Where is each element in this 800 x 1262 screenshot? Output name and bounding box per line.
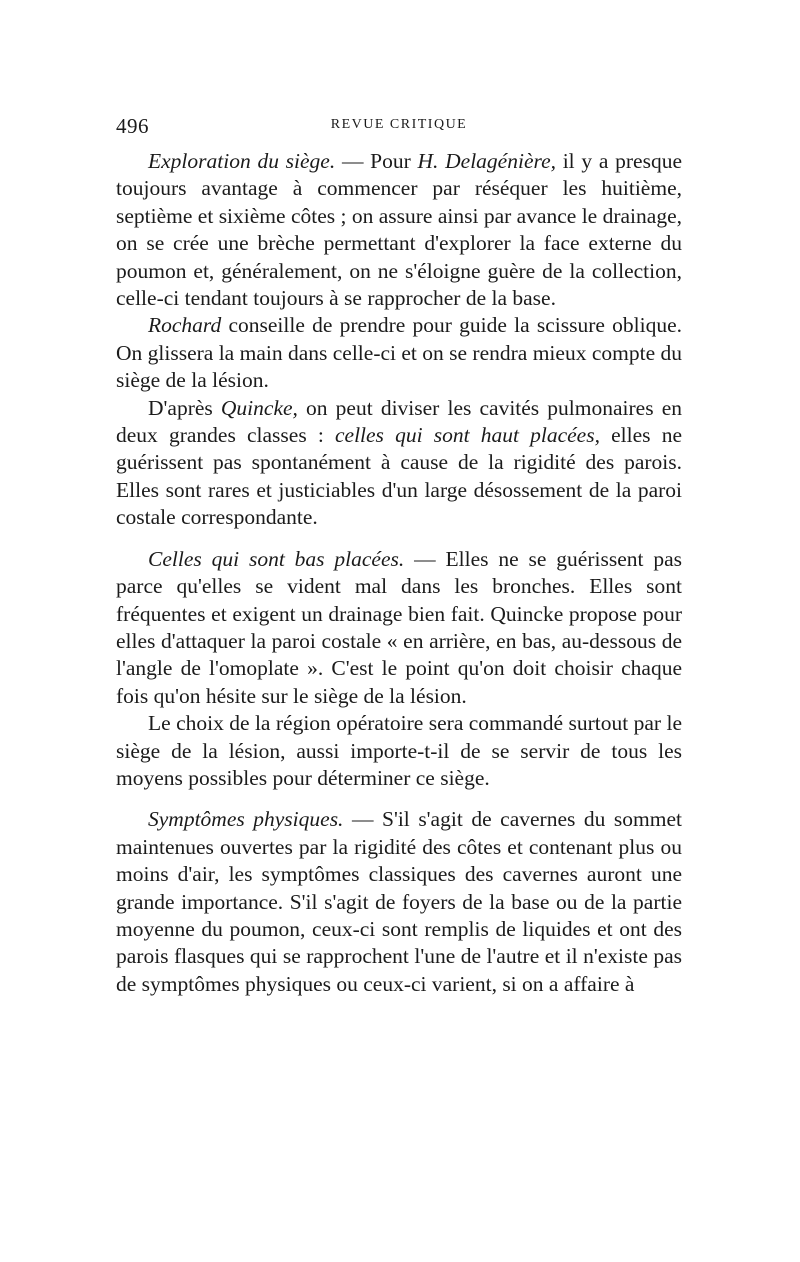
running-head: REVUE CRITIQUE	[330, 117, 468, 132]
text-run: Le choix de la région opératoire sera commandé surtout par le siège de la lésion, aussi importe-t-il de se servir de tous les moyens possibles pour déterminer ce siège.	[116, 711, 682, 790]
paragraph-choix-region	[116, 710, 682, 792]
text-run: D'après	[148, 395, 221, 420]
text-run: on peut diviser les cavités pulmonaires en deux grandes classes :	[116, 395, 683, 448]
document-page	[116, 114, 682, 998]
author-name: Quincke,	[220, 395, 298, 420]
paragraph-symptomes	[116, 806, 682, 998]
author-name: Rochard	[148, 313, 222, 338]
author-name: H. Delagénière,	[417, 149, 556, 173]
text-run: elles ne guérissent pas spontanément à cause de la rigidité des parois. Elles sont rares et justiciables d'un large désossement de la paroi costale correspondante.	[116, 423, 682, 530]
page-header	[116, 114, 682, 148]
paragraph-quincke	[116, 395, 682, 532]
section-lead: Exploration du siège.	[148, 149, 336, 173]
page-number: 496	[116, 114, 149, 138]
paragraph-rochard	[116, 312, 682, 394]
text-run: — S'il s'agit de cavernes du sommet maintenues ouvertes par la rigidité des côtes et contenant plus ou moins d'air, les symptômes classiques des cavernes auront une grande importance. S'il s'agit de foyers de la base ou de la partie moyenne du poumon, ceux-ci sont remplis de liquides et ont des parois flasques qui se rapprochent l'une de l'autre et il n'existe pas de symptômes physiques ou ceux-ci varient, si on a affaire à	[116, 807, 682, 996]
paragraph-bas-placees	[116, 546, 682, 710]
emphasis: celles qui sont haut placées,	[334, 423, 600, 448]
text-run: conseille de prendre pour guide la scissure oblique. On glissera la main dans celle-ci et on se rendra mieux compte du siège de la lésion.	[116, 313, 682, 393]
text-run: — Elles ne se guérissent pas parce qu'elles se vident mal dans les bronches. Elles sont fréquentes et exigent un drainage bien fait. Quincke propose pour elles d'attaquer la paroi costale « en arrière, en bas, au-dessous de l'angle de l'omoplate ». C'est le point qu'on doit choisir chaque fois qu'on hésite sur le siège de la lésion.	[116, 546, 682, 708]
section-lead: Celles qui sont bas placées.	[148, 546, 405, 571]
text-run: il y a presque toujours avantage à commencer par réséquer les huitième, septième et sixième côtes ; on assure ainsi par avance le drainage, on se crée une brèche permettant d'explorer la face externe du poumon et, généralement, on ne s'éloigne guère de la collection, celle-ci tendant toujours à se rapprocher de la base.	[116, 149, 682, 311]
paragraph-exploration	[116, 148, 682, 312]
text-run: — Pour	[335, 149, 418, 173]
section-lead: Symptômes physiques.	[148, 807, 344, 832]
